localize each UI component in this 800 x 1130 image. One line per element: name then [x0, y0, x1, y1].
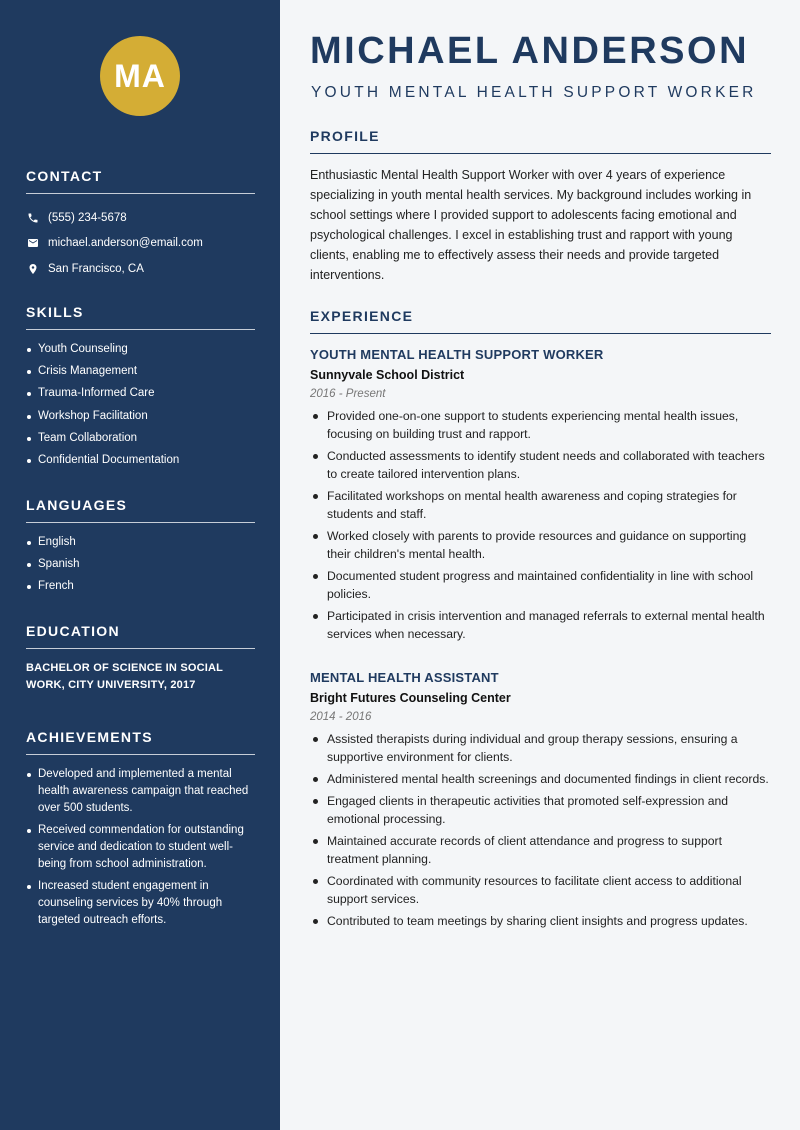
- skill-item: Crisis Management: [26, 363, 255, 380]
- skill-item: Workshop Facilitation: [26, 408, 255, 425]
- contact-phone: [26, 205, 255, 231]
- job-entry: [310, 347, 771, 647]
- education-degree: BACHELOR OF SCIENCE IN SOCIAL WORK, CITY UNIVERSITY, 2017: [26, 662, 223, 691]
- job-bullet: Participated in crisis intervention and managed referrals to external mental health services when necessary.: [310, 607, 771, 643]
- job-bullet: Coordinated with community resources to facilitate client access to additional support services.: [310, 872, 771, 908]
- contact-section: [26, 168, 255, 282]
- job-bullets: [310, 407, 771, 643]
- sidebar: [0, 0, 280, 1130]
- achievements-heading: ACHIEVEMENTS: [26, 729, 255, 755]
- location-pin-icon: [26, 262, 39, 275]
- job-bullet: Administered mental health screenings and documented findings in client records.: [310, 770, 771, 788]
- contact-phone-text[interactable]: (555) 234-5678: [48, 211, 127, 224]
- contact-heading: CONTACT: [26, 168, 255, 194]
- education-section: [26, 623, 255, 694]
- experience-heading: EXPERIENCE: [310, 308, 771, 334]
- skills-heading: SKILLS: [26, 304, 255, 330]
- job-bullet: Provided one-on-one support to students experiencing mental health issues, focusing on building trust and rapport.: [310, 407, 771, 443]
- contact-email: [26, 231, 255, 257]
- achievement-item: Developed and implemented a mental health awareness campaign that reached over 500 students.: [26, 766, 255, 817]
- achievement-item: Increased student engagement in counseling services by 40% through targeted outreach efforts.: [26, 878, 255, 929]
- languages-heading: LANGUAGES: [26, 497, 255, 523]
- job-bullet: Conducted assessments to identify student needs and collaborated with teachers to create tailored intervention plans.: [310, 447, 771, 483]
- job-dates: 2016 - Present: [310, 388, 386, 400]
- skills-section: [26, 304, 255, 474]
- candidate-name: MICHAEL ANDERSON: [310, 30, 750, 72]
- job-bullet: Contributed to team meetings by sharing client insights and progress updates.: [310, 912, 771, 930]
- job-company: Bright Futures Counseling Center: [310, 691, 511, 705]
- avatar-initials: MA: [114, 57, 166, 94]
- skill-item: Team Collaboration: [26, 430, 255, 447]
- education-heading: EDUCATION: [26, 623, 255, 649]
- job-title: YOUTH MENTAL HEALTH SUPPORT WORKER: [310, 347, 604, 362]
- job-bullet: Assisted therapists during individual and group therapy sessions, ensuring a supportive environment for clients.: [310, 730, 771, 766]
- skills-list: [26, 341, 255, 469]
- contact-location: [26, 256, 255, 282]
- contact-list: [26, 205, 255, 282]
- job-bullet: Engaged clients in therapeutic activities that promoted self-expression and emotional processing.: [310, 792, 771, 828]
- achievements-section: [26, 729, 255, 935]
- mail-icon: [26, 237, 39, 250]
- job-entry: [310, 670, 771, 934]
- language-item: Spanish: [26, 556, 255, 573]
- skill-item: Youth Counseling: [26, 341, 255, 358]
- job-dates: 2014 - 2016: [310, 711, 372, 723]
- avatar: [100, 36, 180, 116]
- achievements-list: [26, 766, 255, 929]
- candidate-title: YOUTH MENTAL HEALTH SUPPORT WORKER: [311, 84, 757, 101]
- job-bullet: Worked closely with parents to provide resources and guidance on supporting their children's mental health.: [310, 527, 771, 563]
- job-bullet: Facilitated workshops on mental health awareness and coping strategies for students and staff.: [310, 487, 771, 523]
- job-bullets: [310, 730, 771, 930]
- contact-location-text: San Francisco, CA: [48, 262, 144, 275]
- contact-email-text[interactable]: michael.anderson@email.com: [48, 237, 203, 250]
- experience-section: [310, 308, 771, 334]
- language-item: English: [26, 534, 255, 551]
- language-item: French: [26, 578, 255, 595]
- skill-item: Trauma-Informed Care: [26, 385, 255, 402]
- job-bullet: Maintained accurate records of client attendance and progress to support treatment planning.: [310, 832, 771, 868]
- phone-icon: [26, 211, 39, 224]
- languages-list: [26, 534, 255, 595]
- profile-section: [310, 128, 771, 285]
- profile-heading: PROFILE: [310, 128, 771, 154]
- skill-item: Confidential Documentation: [26, 452, 255, 469]
- achievement-item: Received commendation for outstanding service and dedication to student well-being from school administration.: [26, 822, 255, 873]
- job-company: Sunnyvale School District: [310, 368, 465, 382]
- languages-section: [26, 497, 255, 601]
- profile-text: Enthusiastic Mental Health Support Worker with over 4 years of experience specializing in youth mental health services. My background includes working in school settings where I provided support to adolescents facing emotional and psychological challenges. I excel in establishing trust and rapport with young clients, enabling me to effectively assess their needs and provide targeted interventions.: [310, 168, 752, 282]
- job-bullet: Documented student progress and maintained confidentiality in line with school policies.: [310, 567, 771, 603]
- main-content: [280, 0, 800, 1130]
- job-title: MENTAL HEALTH ASSISTANT: [310, 670, 499, 685]
